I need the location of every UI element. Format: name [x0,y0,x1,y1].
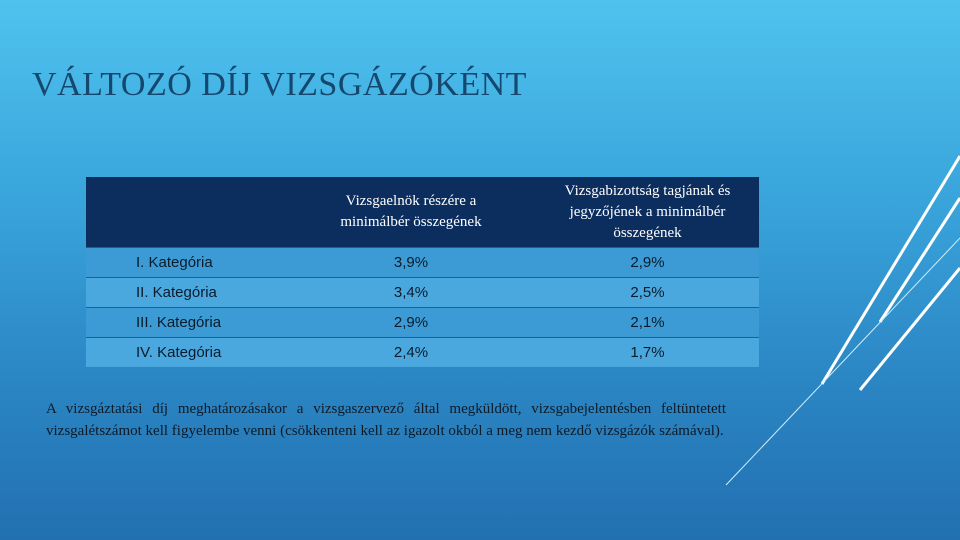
chair-rate-cell: 2,4% [286,338,536,368]
fee-table [86,177,759,367]
chair-rate-cell: 3,4% [286,278,536,308]
slide-title: VÁLTOZÓ DÍJ VIZSGÁZÓKÉNT [32,66,527,103]
table-header-row [86,177,759,248]
category-cell: IV. Kategória [86,338,286,368]
chair-rate-cell: 2,9% [286,308,536,338]
member-rate-cell: 2,5% [536,278,759,308]
header-chair-label: Vizsgaelnök részére a minimálbér összegének [340,193,482,230]
table-row [86,338,759,368]
deco-line-lower [860,268,960,390]
category-cell: II. Kategória [86,278,286,308]
deco-line-short [880,198,960,322]
deco-line-thin [726,238,960,485]
fee-note: A vizsgáztatási díj meghatározásakor a vizsgaszervező által megküldött, vizsgabejelentésben feltüntetett vizsgalétszámot kell figyelembe venni (csökkenteni kell az igazolt okból a meg nem kezdő vizsgázók számával). [46,401,726,439]
member-rate-cell: 1,7% [536,338,759,368]
table-row [86,308,759,338]
member-rate-cell: 2,1% [536,308,759,338]
category-cell: I. Kategória [86,248,286,278]
category-cell: III. Kategória [86,308,286,338]
header-member-column [536,177,759,248]
chair-rate-cell: 3,9% [286,248,536,278]
member-rate-cell: 2,9% [536,248,759,278]
table-row [86,248,759,278]
deco-line-long [822,156,960,384]
header-empty-cell [86,177,286,248]
header-member-label: Vizsgabizottság tagjának és jegyzőjének a minimálbér összegének [564,182,731,241]
header-chair-column [286,177,536,248]
table-row [86,278,759,308]
